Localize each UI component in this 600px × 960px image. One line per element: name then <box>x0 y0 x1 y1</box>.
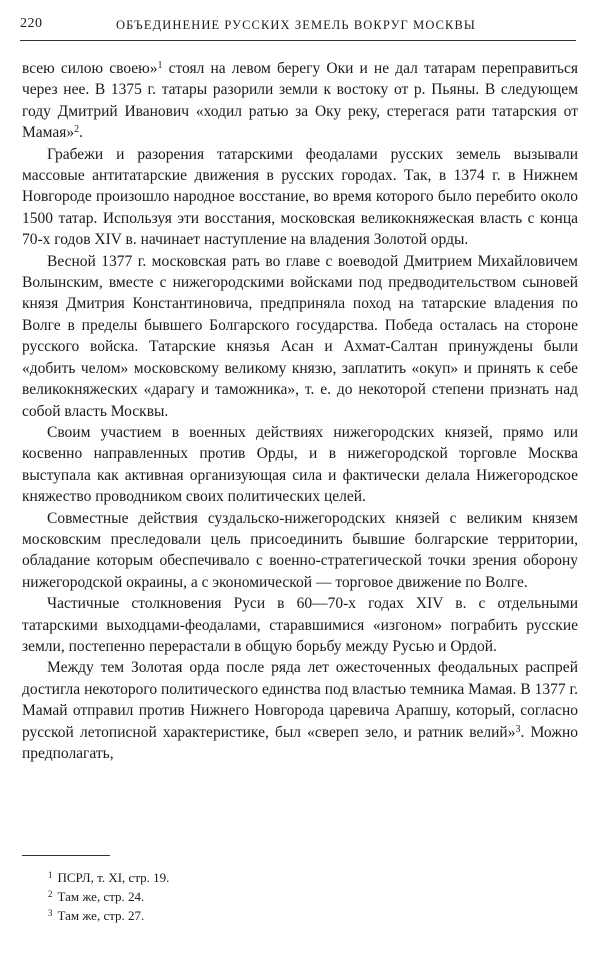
footnote-1: $^1$ ПСРЛ, т. XI, стр. 19. <box>48 869 170 885</box>
footnote-ref-3: 3 <box>515 723 521 735</box>
paragraph-1: всею силою своею»$^1$ стоял на левом берегу Оки и не дал татарам переправиться через нее. В 1375 г. татары разорили земли к востоку от р. Пьяны. В следующем году Дмитрий Иванович «ходил ратью за Оку реку, стерегася рати татарския от Мамая»$^2$. <box>22 60 578 142</box>
footnote-ref-1: 1 <box>157 60 163 71</box>
paragraph-5: Совместные действия суздальско-нижегородских князей с великим князем московским преследовали цель присоединить бывшие болгарские территории, обладание которым обеспечивало с военно-стратегической точки зрения оборону нижегородской окраины, а с экономической — торговое движение по Волге. <box>22 509 578 591</box>
page-header <box>20 16 576 38</box>
paragraph-4: Своим участием в военных действиях нижегородских князей, прямо или косвенно направленных против Орды, и в нижегородской торговле Москва выступала как активная организующая сила и фактически делала Нижегородское княжество проводником своих политических целей. <box>22 423 578 506</box>
footnote-3: $^3$ Там же, стр. 27. <box>48 907 145 923</box>
footnote-ref-2: 2 <box>74 124 80 136</box>
footnote-2: $^2$ Там же, стр. 24. <box>48 888 145 904</box>
paragraph-7: Между тем Золотая орда после ряда лет ожесточенных феодальных распрей достигла некоторого политического единства под властью темника Мамая. В 1377 г. Мамай отправил против Нижнего Новгорода царевича Арапшу, который, согласно русской летописной характеристике, был «свереп зело, и ратник велий»$^3$. Можно предполагать, <box>22 659 579 762</box>
paragraph-3: Весной 1377 г. московская рать во главе с воеводой Дмитрием Михайловичем Волынским, вместе с нижегородскими войсками под предводительством сыновей князя Дмитрия Константиновича, предприняла поход на татарские владения по Волге в пределы бывшего Болгарского государства. Победа осталась на стороне русского войска. Татарские князья Асан и Ахмат-Салтан принуждены были «добить челом» московскому великому князю, заплатить «окуп» и принять к себе великокняжеских «дарагу и таможника», т. е. до некоторой степени признать над собой власть Москвы. <box>22 252 578 420</box>
paragraph-6: Частичные столкновения Руси в 60—70-х годах XIV в. с отдельными татарскими выходцами-феодалами, старавшимися «изгоном» пограбить русские земли, постепенно перерастали в общую борьбу между Русью и Ордой. <box>22 595 578 655</box>
paragraph-2: Грабежи и разорения татарскими феодалами русских земель вызывали массовые антитатарские движения в русских городах. Так, в 1374 г. в Нижнем Новгороде произошло народное восстание, во время которого было перебито около 1500 татар. Используя эти восстания, московская великокняжеская власть с конца 70-х годов XIV в. начинает наступление на владения Золотой орды. <box>22 145 578 249</box>
header-rule <box>20 40 576 41</box>
footnotes <box>48 868 169 925</box>
body-text <box>22 58 578 764</box>
footnote-rule <box>22 855 110 856</box>
page-number: 220 <box>20 16 43 31</box>
running-title: ОБЪЕДИНЕНИЕ РУССКИХ ЗЕМЕЛЬ ВОКРУГ МОСКВЫ <box>116 18 476 32</box>
